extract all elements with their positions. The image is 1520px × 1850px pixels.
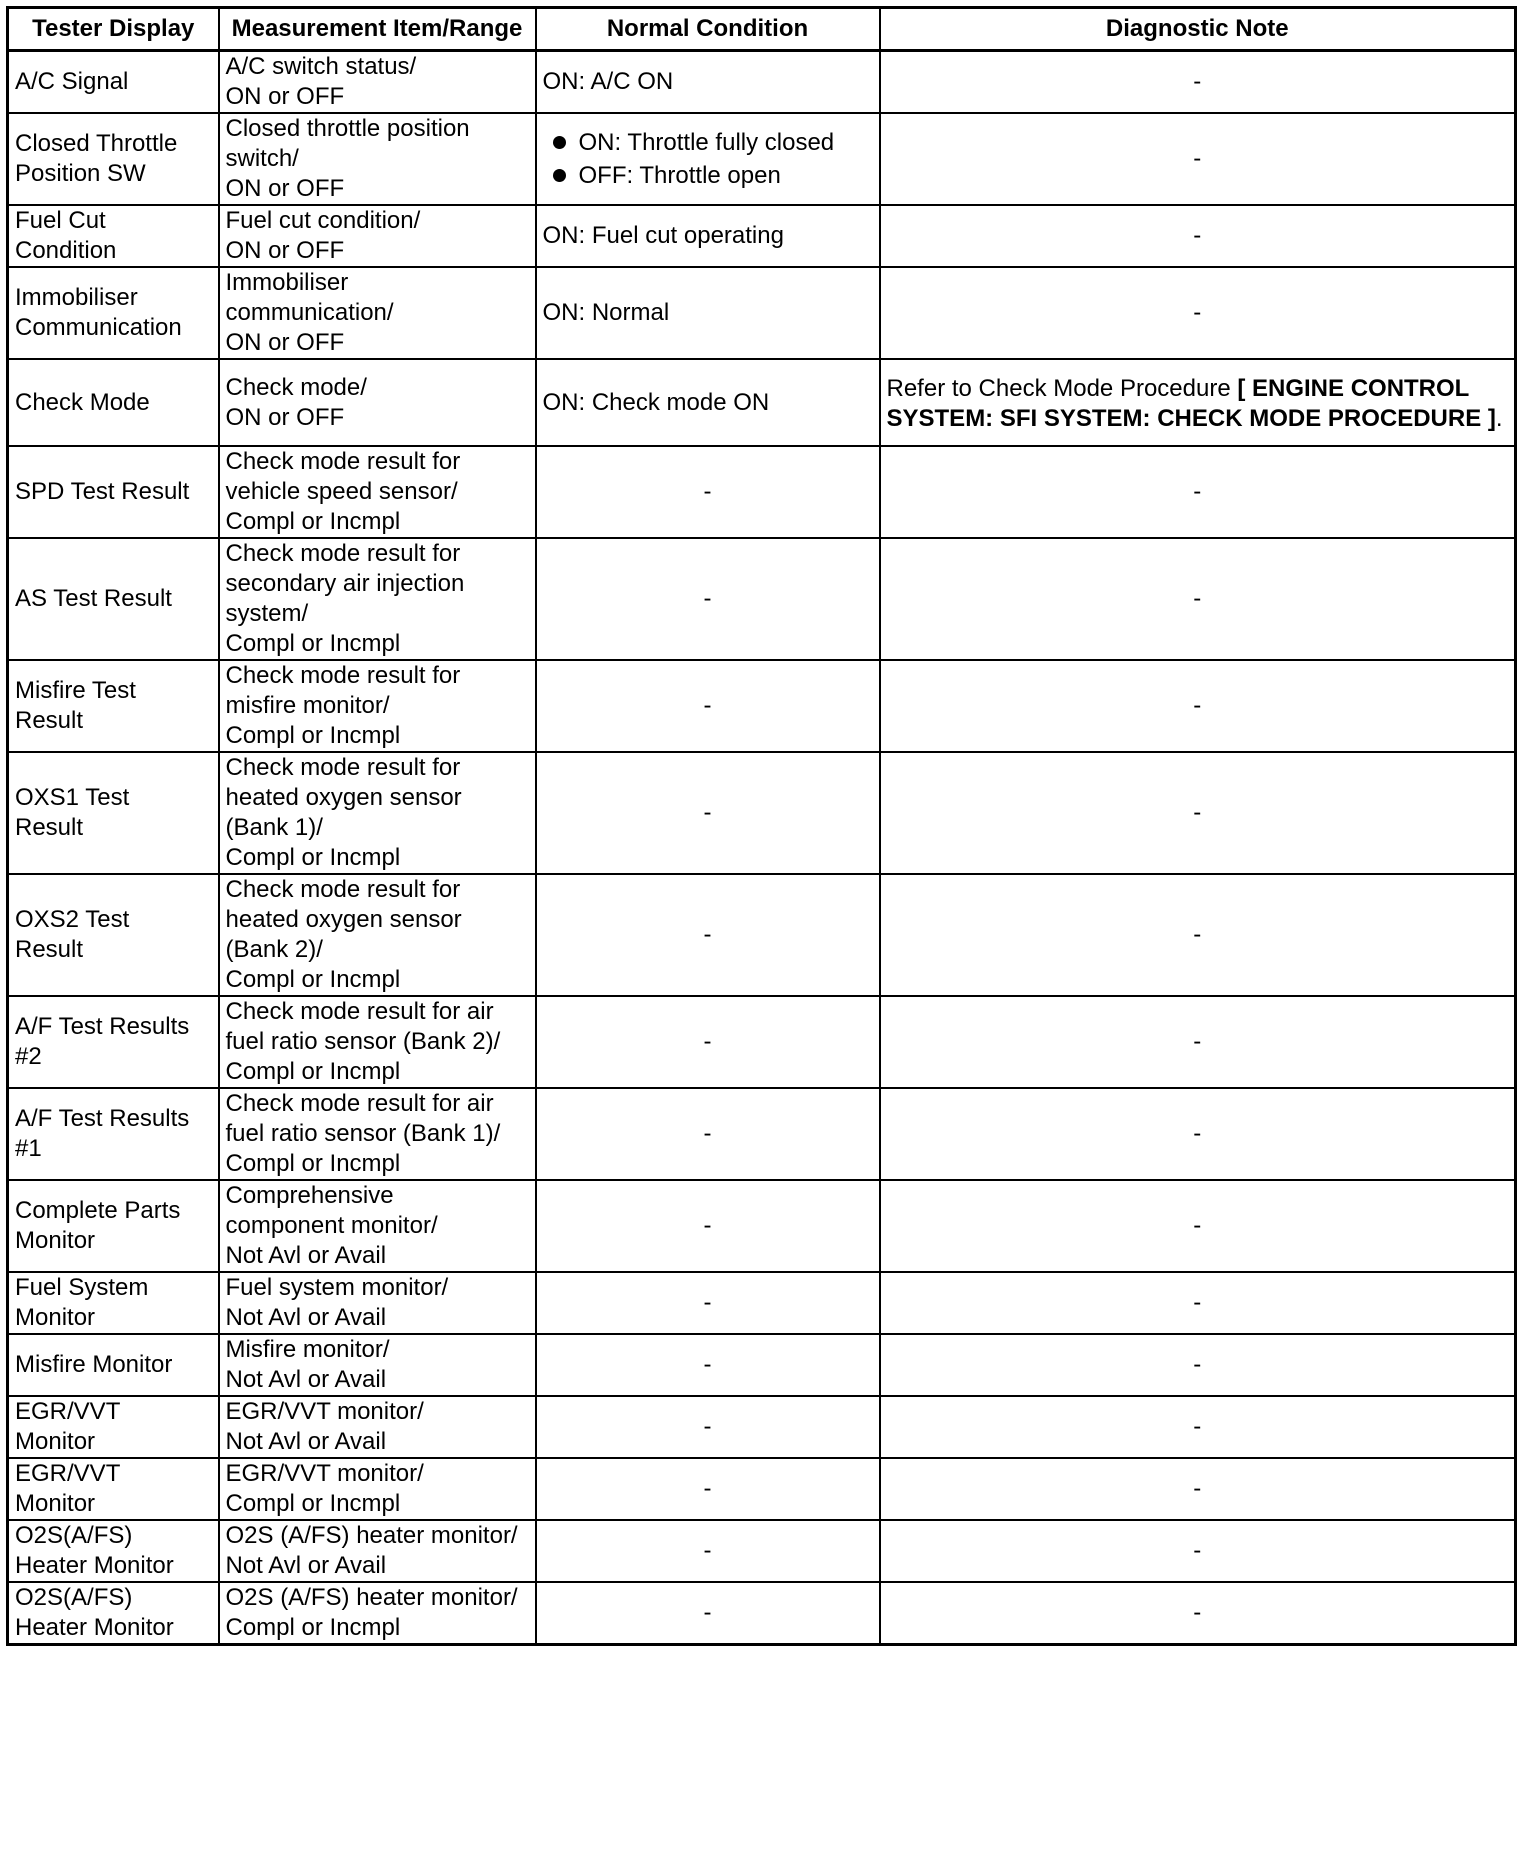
cell-normal-condition: - — [536, 1180, 880, 1272]
table-row — [8, 996, 1516, 1088]
cell-normal-condition: - — [536, 660, 880, 752]
table-body — [8, 51, 1516, 1645]
cell-normal-condition: ON: Normal — [536, 267, 880, 359]
cell-tester-display: OXS1 Test Result — [8, 752, 219, 874]
note-text-suffix: . — [1495, 404, 1503, 432]
cell-normal-condition: - — [536, 538, 880, 660]
cell-measurement-item: Check mode/ ON or OFF — [219, 359, 536, 446]
cell-tester-display: Misfire Monitor — [8, 1334, 219, 1396]
header-normal-condition: Normal Condition — [536, 8, 880, 51]
cell-normal-condition: - — [536, 1334, 880, 1396]
table-row — [8, 1582, 1516, 1645]
table-row — [8, 51, 1516, 114]
cell-diagnostic-note: - — [880, 1396, 1516, 1458]
check-mode-procedure-link[interactable]: [ ENGINE CONTROL SYSTEM: SFI SYSTEM: CHECK MODE PROCEDURE ] — [886, 374, 1496, 432]
table-row — [8, 1088, 1516, 1180]
header-row — [8, 8, 1516, 51]
cell-normal-condition: ON: Check mode ON — [536, 359, 880, 446]
cell-measurement-item: Check mode result for secondary air injection system/ Compl or Incmpl — [219, 538, 536, 660]
cell-diagnostic-note: - — [880, 446, 1516, 538]
cell-diagnostic-note: - — [880, 996, 1516, 1088]
table-row — [8, 538, 1516, 660]
cell-measurement-item: Misfire monitor/ Not Avl or Avail — [219, 1334, 536, 1396]
note-text: Refer to Check Mode Procedure — [886, 374, 1238, 402]
cell-tester-display: Fuel System Monitor — [8, 1272, 219, 1334]
cell-diagnostic-note: - — [880, 205, 1516, 267]
cell-measurement-item: Check mode result for misfire monitor/ Compl or Incmpl — [219, 660, 536, 752]
data-list-table — [6, 6, 1517, 1646]
list-item: ON: Throttle fully closed — [579, 126, 873, 159]
cell-normal-condition: - — [536, 1582, 880, 1645]
table-row — [8, 752, 1516, 874]
cell-normal-condition: - — [536, 446, 880, 538]
cell-diagnostic-note: - — [880, 1272, 1516, 1334]
header-diagnostic-note: Diagnostic Note — [880, 8, 1516, 51]
cell-tester-display: EGR/VVT Monitor — [8, 1458, 219, 1520]
cell-measurement-item: Check mode result for heated oxygen sensor (Bank 1)/ Compl or Incmpl — [219, 752, 536, 874]
cell-measurement-item: Check mode result for vehicle speed sensor/ Compl or Incmpl — [219, 446, 536, 538]
table-row — [8, 1520, 1516, 1582]
cell-diagnostic-note: - — [880, 874, 1516, 996]
table-row — [8, 1180, 1516, 1272]
table-row — [8, 446, 1516, 538]
table-row — [8, 205, 1516, 267]
list-item: OFF: Throttle open — [579, 159, 873, 192]
header-measurement-item: Measurement Item/Range — [219, 8, 536, 51]
cell-diagnostic-note: - — [880, 1458, 1516, 1520]
table-row — [8, 359, 1516, 446]
table-row — [8, 1458, 1516, 1520]
cell-diagnostic-note: - — [880, 538, 1516, 660]
cell-diagnostic-note — [880, 359, 1516, 446]
cell-tester-display: A/C Signal — [8, 51, 219, 114]
table-row — [8, 1396, 1516, 1458]
cell-normal-condition — [536, 113, 880, 205]
cell-measurement-item: EGR/VVT monitor/ Not Avl or Avail — [219, 1396, 536, 1458]
cell-measurement-item: Fuel system monitor/ Not Avl or Avail — [219, 1272, 536, 1334]
cell-normal-condition: - — [536, 1088, 880, 1180]
table-row — [8, 660, 1516, 752]
cell-tester-display: Fuel Cut Condition — [8, 205, 219, 267]
table-row — [8, 113, 1516, 205]
cell-measurement-item: Comprehensive component monitor/ Not Avl or Avail — [219, 1180, 536, 1272]
header-tester-display: Tester Display — [8, 8, 219, 51]
cell-tester-display: AS Test Result — [8, 538, 219, 660]
cell-measurement-item: EGR/VVT monitor/ Compl or Incmpl — [219, 1458, 536, 1520]
table-row — [8, 1272, 1516, 1334]
cell-normal-condition: - — [536, 1396, 880, 1458]
normal-condition-list — [543, 126, 873, 192]
cell-measurement-item: Fuel cut condition/ ON or OFF — [219, 205, 536, 267]
cell-tester-display: SPD Test Result — [8, 446, 219, 538]
cell-tester-display: EGR/VVT Monitor — [8, 1396, 219, 1458]
cell-measurement-item: A/C switch status/ ON or OFF — [219, 51, 536, 114]
cell-diagnostic-note: - — [880, 1582, 1516, 1645]
cell-tester-display: A/F Test Results #1 — [8, 1088, 219, 1180]
cell-normal-condition: - — [536, 1520, 880, 1582]
cell-measurement-item: Immobiliser communication/ ON or OFF — [219, 267, 536, 359]
table-row — [8, 874, 1516, 996]
cell-diagnostic-note: - — [880, 1088, 1516, 1180]
cell-normal-condition: - — [536, 1272, 880, 1334]
cell-tester-display: O2S(A/FS) Heater Monitor — [8, 1582, 219, 1645]
cell-tester-display: Misfire Test Result — [8, 660, 219, 752]
cell-tester-display: Closed Throttle Position SW — [8, 113, 219, 205]
cell-measurement-item: Closed throttle position switch/ ON or OFF — [219, 113, 536, 205]
cell-tester-display: OXS2 Test Result — [8, 874, 219, 996]
cell-diagnostic-note: - — [880, 752, 1516, 874]
cell-diagnostic-note: - — [880, 51, 1516, 114]
cell-tester-display: Check Mode — [8, 359, 219, 446]
cell-tester-display: A/F Test Results #2 — [8, 996, 219, 1088]
page — [6, 6, 1514, 1646]
cell-measurement-item: Check mode result for heated oxygen sensor (Bank 2)/ Compl or Incmpl — [219, 874, 536, 996]
cell-measurement-item: O2S (A/FS) heater monitor/ Compl or Incmpl — [219, 1582, 536, 1645]
cell-measurement-item: Check mode result for air fuel ratio sensor (Bank 2)/ Compl or Incmpl — [219, 996, 536, 1088]
table-row — [8, 1334, 1516, 1396]
cell-measurement-item: O2S (A/FS) heater monitor/ Not Avl or Avail — [219, 1520, 536, 1582]
cell-tester-display: O2S(A/FS) Heater Monitor — [8, 1520, 219, 1582]
cell-tester-display: Immobiliser Communication — [8, 267, 219, 359]
cell-diagnostic-note: - — [880, 660, 1516, 752]
cell-normal-condition: - — [536, 874, 880, 996]
cell-diagnostic-note: - — [880, 267, 1516, 359]
cell-normal-condition: ON: Fuel cut operating — [536, 205, 880, 267]
cell-normal-condition: ON: A/C ON — [536, 51, 880, 114]
cell-tester-display: Complete Parts Monitor — [8, 1180, 219, 1272]
cell-diagnostic-note: - — [880, 113, 1516, 205]
cell-measurement-item: Check mode result for air fuel ratio sensor (Bank 1)/ Compl or Incmpl — [219, 1088, 536, 1180]
cell-normal-condition: - — [536, 1458, 880, 1520]
cell-diagnostic-note: - — [880, 1180, 1516, 1272]
table-row — [8, 267, 1516, 359]
cell-diagnostic-note: - — [880, 1520, 1516, 1582]
cell-normal-condition: - — [536, 752, 880, 874]
cell-diagnostic-note: - — [880, 1334, 1516, 1396]
cell-normal-condition: - — [536, 996, 880, 1088]
